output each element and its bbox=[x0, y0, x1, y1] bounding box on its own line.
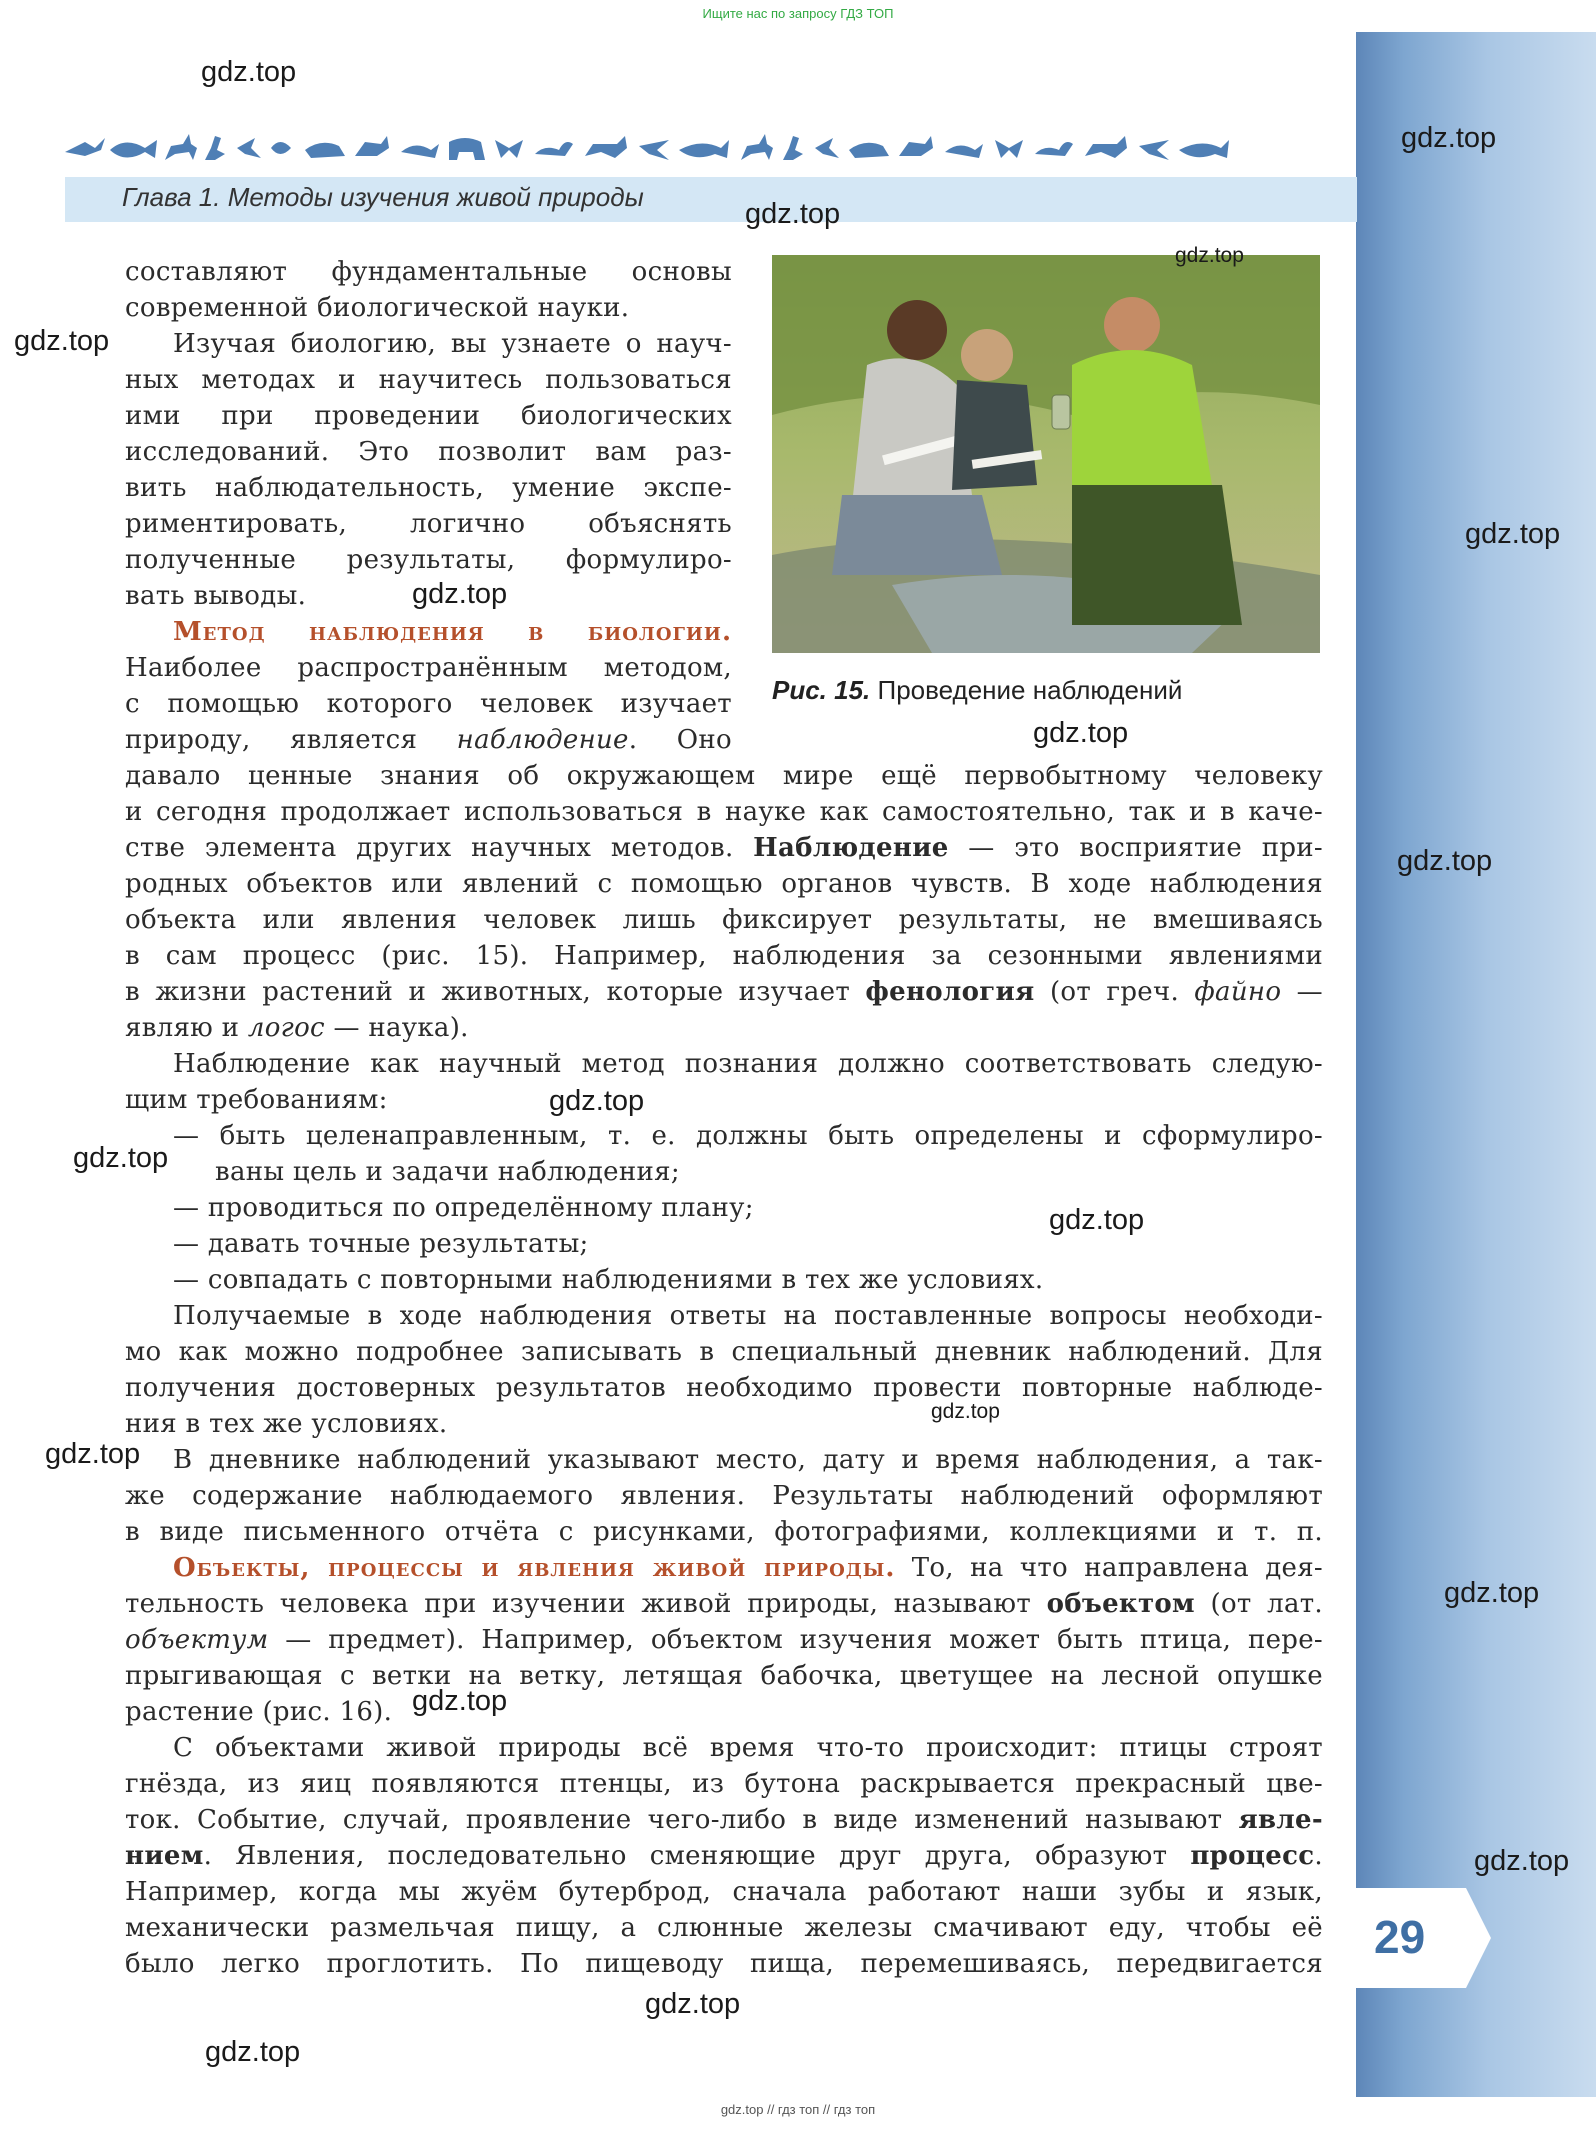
boar-icon bbox=[849, 143, 889, 158]
term-bold: нием bbox=[125, 1841, 204, 1871]
text-line bbox=[125, 1622, 1323, 1658]
top-search-link[interactable]: Ищите нас по запросу ГДЗ ТОП bbox=[702, 6, 894, 21]
fox-icon bbox=[899, 136, 933, 156]
scorpion-icon bbox=[1035, 142, 1073, 156]
fox-icon bbox=[355, 136, 389, 156]
text-span: (от греч. bbox=[1034, 977, 1195, 1007]
watermark: gdz.top bbox=[14, 325, 110, 357]
text-line: с помощью которого человек изучает bbox=[125, 689, 732, 719]
term-italic: файно bbox=[1194, 977, 1282, 1007]
duck-icon bbox=[401, 144, 439, 158]
list-item: — совпадать с повторными наблюдениями в тех же условиях. bbox=[173, 1265, 1044, 1295]
text-line: давало ценные знания об окружающем мире ещё первобытному человеку bbox=[125, 761, 1323, 791]
watermark: gdz.top bbox=[412, 1685, 508, 1717]
text-line: ими при проведении биологических bbox=[125, 401, 732, 431]
text-line: гнёзда, из яиц появляются птенцы, из бутона раскрывается прекрасный цве- bbox=[125, 1769, 1323, 1799]
duck-icon bbox=[945, 144, 983, 158]
text-span: (от лат. bbox=[1194, 1589, 1323, 1619]
watermark: gdz.top bbox=[931, 1400, 1000, 1423]
figure-15-photo bbox=[772, 255, 1320, 653]
animal-silhouettes-strip bbox=[65, 130, 1255, 166]
text-span: тельность человека при изучении живой природы, называют bbox=[125, 1589, 1047, 1619]
text-span: являю и bbox=[125, 1013, 248, 1043]
text-line: получения достоверных результатов необходимо провести повторные наблюде- bbox=[125, 1373, 1323, 1403]
watermark: gdz.top bbox=[1049, 1204, 1145, 1236]
term-italic: логос bbox=[247, 1013, 325, 1043]
text-line: вать выводы. bbox=[125, 581, 307, 611]
list-item: — быть целенаправленным, т. е. должны быть определены и сформулиро- bbox=[173, 1121, 1323, 1151]
text-line: Например, когда мы жуём бутерброд, сначала работают наши зубы и язык, bbox=[125, 1877, 1323, 1907]
elephant-icon bbox=[449, 138, 485, 160]
text-span: — bbox=[1281, 977, 1323, 1007]
text-line bbox=[125, 1802, 1323, 1838]
term-italic: объектум bbox=[125, 1625, 269, 1655]
butterfly-icon bbox=[995, 140, 1023, 158]
term-bold: процесс bbox=[1190, 1841, 1315, 1871]
watermark: gdz.top bbox=[1175, 244, 1244, 267]
text-line: прыгивающая с ветки на ветку, летящая бабочка, цветущее на лесной опушке bbox=[125, 1661, 1323, 1691]
text-span: — предмет). Например, объектом изучения может быть птица, пере- bbox=[268, 1625, 1323, 1655]
text-line: и сегодня продолжает использоваться в науке как самостоятельно, так и в каче- bbox=[125, 797, 1323, 827]
watermark: gdz.top bbox=[1474, 1845, 1570, 1877]
text-line bbox=[125, 1586, 1323, 1622]
section-heading-observation: Метод наблюдения в биологии. bbox=[173, 617, 732, 647]
watermark: gdz.top bbox=[549, 1085, 645, 1117]
term-bold: фенология bbox=[865, 977, 1035, 1007]
watermark: gdz.top bbox=[201, 56, 297, 88]
figure-caption bbox=[772, 675, 1182, 706]
list-item: — проводиться по определённому плану; bbox=[173, 1193, 754, 1223]
watermark: gdz.top bbox=[745, 198, 841, 230]
text-span: стве элемента других научных методов. bbox=[125, 833, 754, 863]
term-italic: наблюдение bbox=[456, 725, 629, 755]
text-line bbox=[125, 974, 1323, 1010]
text-line bbox=[125, 1838, 1323, 1874]
figure-caption-label: Рис. 15. bbox=[772, 675, 871, 705]
watermark: gdz.top bbox=[1444, 1577, 1540, 1609]
text-line: растение (рис. 16). bbox=[125, 1697, 393, 1727]
watermark: gdz.top bbox=[45, 1438, 141, 1470]
whale-icon bbox=[1179, 140, 1229, 158]
text-line: ния в тех же условиях. bbox=[125, 1409, 448, 1439]
term-bold: объектом bbox=[1046, 1589, 1195, 1619]
watermark: gdz.top bbox=[1401, 122, 1497, 154]
section-heading-objects: Объекты, процессы и явления живой природы. bbox=[173, 1553, 896, 1583]
text-line: Получаемые в ходе наблюдения ответы на поставленные вопросы необходи- bbox=[173, 1301, 1323, 1331]
insect-icon bbox=[815, 138, 839, 158]
watermark: gdz.top bbox=[645, 1988, 741, 2020]
text-span: природу, является bbox=[125, 725, 457, 755]
bottom-links[interactable]: gdz.top // гдз топ // гдз топ bbox=[720, 2102, 876, 2117]
text-line bbox=[125, 1010, 469, 1046]
watermark: gdz.top bbox=[73, 1142, 169, 1174]
page-number: 29 bbox=[1374, 1911, 1426, 1963]
heron-icon bbox=[205, 136, 225, 160]
text-span: . Оно bbox=[628, 725, 733, 755]
list-item: — давать точные результаты; bbox=[173, 1229, 589, 1259]
text-span: . Явления, последовательно сменяющие друг друга, образуют bbox=[203, 1841, 1191, 1871]
watermark: gdz.top bbox=[1033, 717, 1129, 749]
text-line: В дневнике наблюдений указывают место, дату и время наблюдения, а так- bbox=[173, 1445, 1323, 1475]
text-span: . bbox=[1314, 1841, 1323, 1871]
horse-icon bbox=[1085, 136, 1127, 158]
deer-icon bbox=[165, 134, 197, 160]
text-line: было легко проглотить. По пищеводу пища, перемешиваясь, передвигается bbox=[125, 1949, 1323, 1979]
text-span: — наука). bbox=[324, 1013, 469, 1043]
text-line: полученные результаты, формулиро- bbox=[125, 545, 732, 575]
text-span: — это восприятие при- bbox=[948, 833, 1323, 863]
text-line: Наиболее распространённым методом, bbox=[125, 653, 732, 683]
whale-icon bbox=[679, 140, 729, 158]
swallow-icon bbox=[1139, 140, 1169, 160]
scorpion-icon bbox=[535, 142, 573, 156]
text-line: Наблюдение как научный метод познания должно соответствовать следую- bbox=[173, 1049, 1323, 1079]
watermark: gdz.top bbox=[1397, 845, 1493, 877]
text-line: Изучая биологию, вы узнаете о науч- bbox=[173, 329, 732, 359]
text-line: риментировать, логично объяснять bbox=[125, 509, 732, 539]
text-line: механически размельчая пищу, а слюнные железы смачивают еду, чтобы её bbox=[125, 1913, 1323, 1943]
text-line: мо как можно подробнее записывать в специальный дневник наблюдений. Для bbox=[125, 1337, 1323, 1367]
text-line bbox=[125, 830, 1323, 866]
boar-icon bbox=[305, 143, 345, 158]
chapter-title: Глава 1. Методы изучения живой природы bbox=[122, 182, 644, 212]
page-edge-sidebar bbox=[1356, 32, 1596, 2097]
text-line: щим требованиям: bbox=[125, 1085, 388, 1115]
heron-icon bbox=[783, 136, 803, 160]
text-line: же содержание наблюдаемого явления. Результаты наблюдений оформляют bbox=[125, 1481, 1323, 1511]
text-line bbox=[173, 1550, 1323, 1586]
bird-icon bbox=[65, 138, 105, 156]
deer-icon bbox=[741, 134, 773, 160]
text-line bbox=[125, 722, 732, 758]
watermark: gdz.top bbox=[205, 2036, 301, 2068]
text-line: С объектами живой природы всё время что-то происходит: птицы строят bbox=[173, 1733, 1323, 1763]
term-bold: Наблюдение bbox=[753, 833, 949, 863]
butterfly-icon bbox=[495, 140, 523, 158]
watermark: gdz.top bbox=[412, 578, 508, 610]
insect-icon bbox=[237, 138, 261, 158]
term-bold: явле- bbox=[1238, 1805, 1323, 1835]
text-span: ток. Событие, случай, проявление чего-либо в виде изменений называют bbox=[125, 1805, 1239, 1835]
fish-icon bbox=[110, 140, 157, 158]
figure-caption-text: Проведение наблюдений bbox=[870, 675, 1183, 705]
text-span: То, на что направлена дея- bbox=[895, 1553, 1323, 1583]
text-line: объекта или явления человек лишь фиксирует результаты, не вмешиваясь bbox=[125, 905, 1323, 935]
text-line: современной биологической науки. bbox=[125, 293, 630, 323]
swallow-icon bbox=[639, 140, 669, 160]
text-line: исследований. Это позволит вам раз- bbox=[125, 437, 732, 467]
beetle-icon bbox=[271, 142, 291, 154]
text-line: в виде письменного отчёта с рисунками, фотографиями, коллекциями и т. п. bbox=[125, 1517, 1323, 1547]
text-line: вить наблюдательность, умение экспе- bbox=[125, 473, 732, 503]
text-line: составляют фундаментальные основы bbox=[125, 257, 732, 287]
watermark: gdz.top bbox=[1465, 518, 1561, 550]
text-line: ных методах и научитесь пользоваться bbox=[125, 365, 732, 395]
horse-icon bbox=[585, 136, 627, 158]
text-span: в жизни растений и животных, которые изучает bbox=[125, 977, 866, 1007]
list-item: ваны цель и задачи наблюдения; bbox=[215, 1157, 680, 1187]
text-line: родных объектов или явлений с помощью органов чувств. В ходе наблюдения bbox=[125, 869, 1323, 899]
text-line: в сам процесс (рис. 15). Например, наблюдения за сезонными явлениями bbox=[125, 941, 1323, 971]
